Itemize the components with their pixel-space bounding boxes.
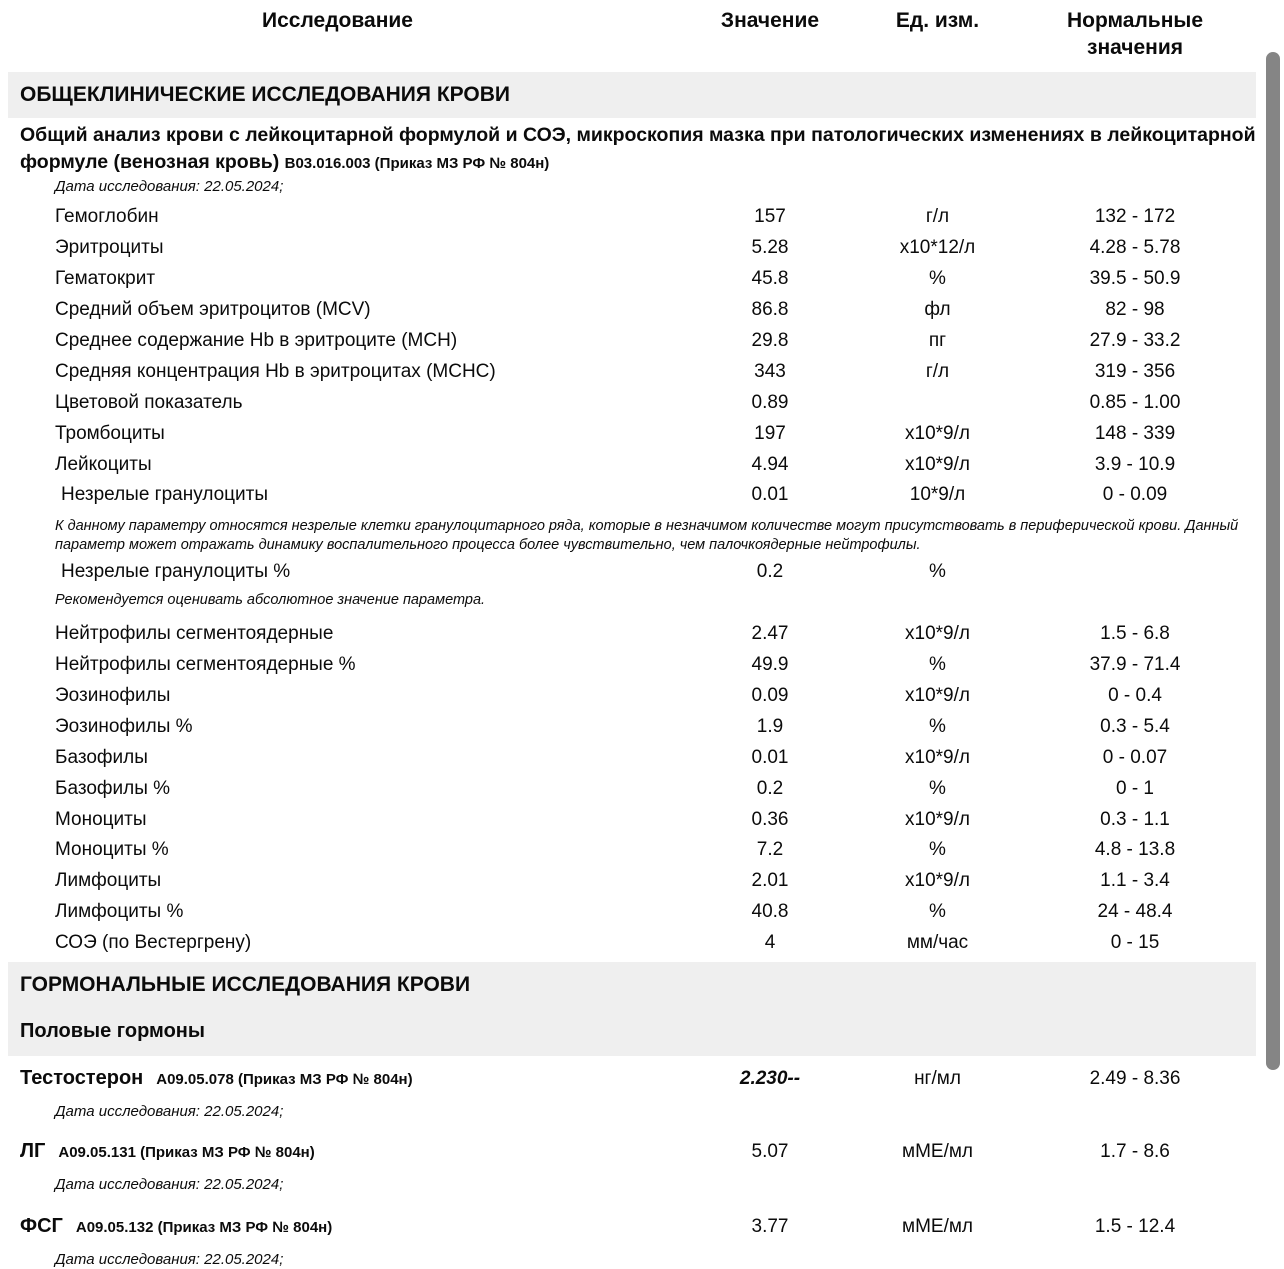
test-code: А09.05.131 (Приказ МЗ РФ № 804н) — [58, 1144, 315, 1162]
table-row — [0, 835, 1284, 866]
test-name: Нейтрофилы сегментоядерные % — [55, 654, 356, 676]
table-row — [0, 711, 1284, 742]
test-unit: нг/мл — [914, 1067, 961, 1089]
table-row — [0, 202, 1284, 233]
table-row — [0, 418, 1284, 449]
table-header — [0, 0, 1284, 61]
test-name: Нейтрофилы сегментоядерные — [55, 623, 334, 645]
table-row — [0, 619, 1284, 650]
table-row — [0, 742, 1284, 773]
study-date: Дата исследования: 22.05.2024; — [55, 1102, 284, 1120]
test-norm: 0 - 1 — [1115, 777, 1155, 799]
test-norm: 0 - 0.09 — [1102, 484, 1168, 506]
test-unit: х10*9/л — [905, 685, 970, 707]
test-unit: х10*9/л — [905, 623, 970, 645]
test-norm: 0 - 15 — [1110, 932, 1160, 954]
hormone-test-name-cell — [0, 1067, 675, 1090]
test-unit: х10*12/л — [899, 237, 976, 259]
hormone-test-name-cell — [0, 1215, 675, 1238]
test-unit: мМЕ/мл — [902, 1215, 973, 1237]
test-code: А09.05.078 (Приказ МЗ РФ № 804н) — [156, 1071, 413, 1089]
test-value: 2.47 — [751, 623, 789, 645]
table-row — [0, 326, 1284, 357]
test-unit: % — [929, 777, 946, 799]
test-norm: 148 - 339 — [1094, 422, 1176, 444]
test-name: Лимфоциты — [55, 870, 162, 892]
test-norm: 0.3 - 1.1 — [1100, 808, 1170, 830]
test-name: Базофилы — [55, 746, 148, 768]
test-name: СОЭ (по Вестергрену) — [55, 932, 252, 954]
table-row — [0, 866, 1284, 897]
test-name: Эозинофилы — [55, 685, 171, 707]
test-norm: 0 - 0.07 — [1102, 746, 1168, 768]
test-value: 0.36 — [751, 808, 789, 830]
test-unit: фл — [924, 299, 951, 321]
test-unit: х10*9/л — [905, 746, 970, 768]
test-unit: % — [929, 561, 946, 583]
test-value: 0.2 — [756, 561, 784, 583]
test-name: Базофилы % — [55, 777, 171, 799]
test-name: ЛГ — [20, 1140, 46, 1163]
test-norm: 24 - 48.4 — [1097, 901, 1173, 923]
test-value: 4 — [764, 932, 776, 954]
table-row — [0, 557, 1284, 588]
test-norm: 1.7 - 8.6 — [1100, 1140, 1170, 1162]
test-name: Эозинофилы % — [55, 715, 193, 737]
test-norm: 319 - 356 — [1094, 360, 1176, 382]
column-header-value: Значение — [720, 9, 820, 32]
test-name: Лейкоциты — [55, 453, 152, 475]
test-value: 40.8 — [751, 901, 789, 923]
test-name: Моноциты — [55, 808, 147, 830]
study-date: Дата исследования: 22.05.2024; — [55, 1175, 284, 1193]
hormone-test-row — [0, 1135, 1284, 1169]
table-row — [0, 681, 1284, 712]
test-unit: х10*9/л — [905, 422, 970, 444]
test-value: 3.77 — [751, 1215, 789, 1237]
table-row — [0, 387, 1284, 418]
test-norm: 4.8 - 13.8 — [1094, 839, 1176, 861]
section-title: ГОРМОНАЛЬНЫЕ ИССЛЕДОВАНИЯ КРОВИ — [20, 972, 471, 996]
test-value: 0.01 — [751, 484, 789, 506]
column-header-norm-line1: Нормальные — [1066, 9, 1204, 32]
test-norm: 37.9 - 71.4 — [1089, 654, 1181, 676]
section-title: ОБЩЕКЛИНИЧЕСКИЕ ИССЛЕДОВАНИЯ КРОВИ — [20, 83, 510, 106]
test-value: 197 — [754, 422, 786, 444]
column-header-test: Исследование — [262, 9, 413, 32]
test-unit: 10*9/л — [909, 484, 966, 506]
test-value: 0.2 — [756, 777, 784, 799]
hormone-test-row — [0, 1062, 1284, 1096]
test-norm: 1.5 - 12.4 — [1094, 1215, 1176, 1237]
test-unit: % — [929, 839, 946, 861]
test-name: Цветовой показатель — [55, 391, 243, 413]
test-value-abnormal: 2.230-- — [739, 1067, 801, 1089]
test-norm: 27.9 - 33.2 — [1089, 330, 1181, 351]
test-norm: 132 - 172 — [1094, 206, 1176, 228]
test-unit: х10*9/л — [905, 453, 970, 475]
test-unit: % — [929, 715, 946, 737]
test-name: Среднее содержание Hb в эритроците (MCH) — [55, 330, 458, 351]
test-value: 0.09 — [751, 685, 789, 707]
table-row — [0, 804, 1284, 835]
table-row — [0, 480, 1284, 511]
test-unit: х10*9/л — [905, 808, 970, 830]
section-header-hormones — [8, 962, 1256, 1056]
test-norm: 39.5 - 50.9 — [1089, 268, 1181, 290]
test-value: 29.8 — [751, 330, 789, 351]
test-value: 49.9 — [751, 654, 789, 676]
test-norm: 0.3 - 5.4 — [1100, 715, 1170, 737]
table-row — [0, 897, 1284, 928]
test-norm: 3.9 - 10.9 — [1094, 453, 1176, 475]
test-value: 343 — [754, 360, 786, 382]
column-header-norm — [1010, 7, 1260, 61]
test-name: Средний объем эритроцитов (MCV) — [55, 299, 371, 321]
test-value: 7.2 — [756, 839, 784, 861]
test-unit: % — [929, 654, 946, 676]
test-unit: х10*9/л — [905, 870, 970, 892]
section-header-cbc — [8, 72, 1256, 118]
test-unit: % — [929, 268, 946, 290]
table-row — [0, 773, 1284, 804]
cbc-rows-group-1 — [0, 202, 1284, 511]
column-header-norm-line2: значения — [1087, 36, 1183, 59]
note-recommendation: Рекомендуется оценивать абсолютное значение параметра. — [55, 591, 486, 608]
test-unit: мм/час — [906, 932, 969, 954]
test-value: 86.8 — [751, 299, 789, 321]
test-value: 4.94 — [751, 453, 789, 475]
test-name: Тромбоциты — [55, 422, 165, 444]
cbc-rows-group-2 — [0, 619, 1284, 959]
test-name: Незрелые гранулоциты % — [61, 561, 291, 583]
test-value: 0.89 — [751, 391, 789, 413]
column-header-unit: Ед. изм. — [895, 9, 980, 32]
test-name: Незрелые гранулоциты — [61, 484, 269, 506]
test-code: А09.05.132 (Приказ МЗ РФ № 804н) — [75, 1219, 333, 1237]
table-row — [0, 650, 1284, 681]
table-row — [0, 264, 1284, 295]
test-norm: 82 - 98 — [1105, 299, 1165, 321]
test-name: Лимфоциты % — [55, 901, 184, 923]
assay-title-text: Общий анализ крови с лейкоцитарной формулой и СОЭ, микроскопия мазка при патологических изменениях в лейкоцитарной формуле (венозная кровь) — [20, 124, 1256, 173]
subsection-title: Половые гормоны — [20, 1019, 205, 1042]
test-unit: пг — [928, 330, 947, 351]
test-name: Гемоглобин — [55, 206, 159, 228]
test-unit: г/л — [925, 206, 950, 228]
table-row — [0, 233, 1284, 264]
test-name: Тестостерон — [20, 1067, 144, 1090]
study-date: Дата исследования: 22.05.2024; — [55, 1250, 284, 1268]
test-value: 5.28 — [751, 237, 789, 259]
test-norm: 0 - 0.4 — [1108, 685, 1162, 707]
test-unit: г/л — [925, 360, 950, 382]
test-name: Моноциты % — [55, 839, 169, 861]
test-norm: 0.85 - 1.00 — [1089, 391, 1181, 413]
test-value: 45.8 — [751, 268, 789, 290]
table-row — [0, 295, 1284, 326]
table-row — [0, 928, 1284, 959]
test-norm: 2.49 - 8.36 — [1089, 1067, 1181, 1089]
test-value: 0.01 — [751, 746, 789, 768]
note-immature-granulocytes: К данному параметру относятся незрелые клетки гранулоцитарного ряда, которые в незначимом количестве могут присутствовать в периферической крови. Данный параметр может отражать динамику воспалительного процесса более чувствительно, чем палочкоядерные нейтрофилы. — [55, 517, 1239, 553]
hormone-test-row — [0, 1210, 1284, 1244]
table-row — [0, 449, 1284, 480]
test-name: Эритроциты — [55, 237, 164, 259]
test-unit: % — [929, 901, 946, 923]
test-name: Гематокрит — [55, 268, 156, 290]
assay-code: В03.016.003 (Приказ МЗ РФ № 804н) — [284, 155, 550, 172]
test-value: 2.01 — [751, 870, 789, 892]
test-value: 5.07 — [751, 1140, 789, 1162]
test-norm: 1.5 - 6.8 — [1100, 623, 1170, 645]
test-value: 1.9 — [756, 715, 784, 737]
test-value: 157 — [754, 206, 786, 228]
test-name: ФСГ — [20, 1215, 63, 1238]
test-norm: 1.1 - 3.4 — [1100, 870, 1170, 892]
test-name: Средняя концентрация Hb в эритроцитах (MCHC) — [55, 360, 496, 382]
table-row — [0, 356, 1284, 387]
vertical-scrollbar-thumb[interactable] — [1266, 52, 1280, 1070]
test-unit: мМЕ/мл — [902, 1140, 973, 1162]
assay-title — [20, 122, 1265, 177]
hormone-test-name-cell — [0, 1140, 675, 1163]
study-date: Дата исследования: 22.05.2024; — [55, 178, 284, 195]
test-norm: 4.28 - 5.78 — [1089, 237, 1181, 259]
